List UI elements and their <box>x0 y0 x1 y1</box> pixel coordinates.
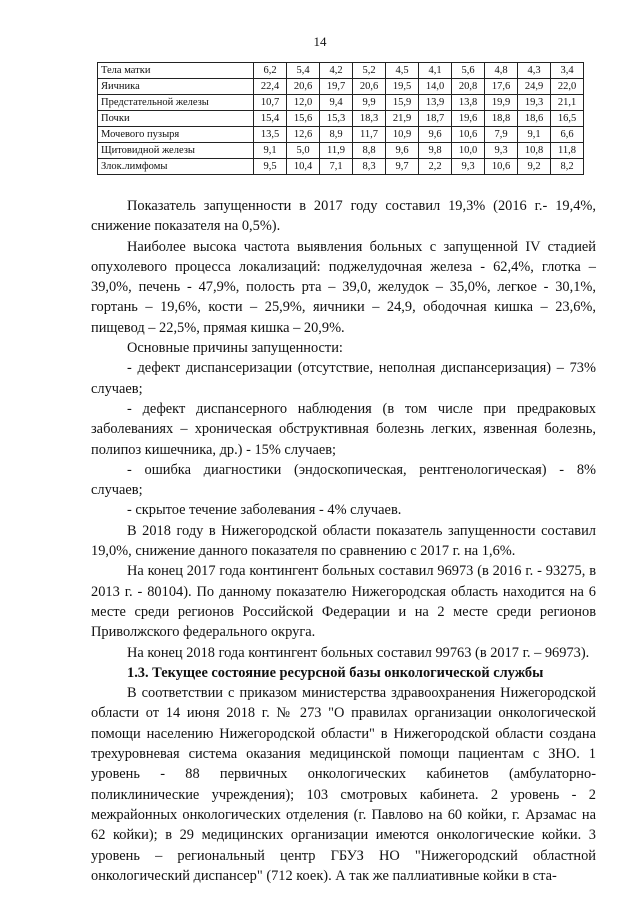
table-row <box>98 127 584 143</box>
table-cell: 24,9 <box>518 79 551 95</box>
table-cell: 18,7 <box>419 111 452 127</box>
paragraph: Основные причины запущенности: <box>127 340 343 357</box>
table-cell: 9,6 <box>386 143 419 159</box>
table-cell: 4,2 <box>320 63 353 79</box>
table-cell: 9,6 <box>419 127 452 143</box>
paragraphs-after-heading <box>91 683 596 886</box>
paragraph: На конец 2017 года контингент больных составил 96973 (в 2016 г. - 93275, в 2013 г. - 80104). По данному показателю Нижегородская область находится на 6 месте среди регионов Российской Федерации и на 2 месте среди регионов Приволжского федерального округа. <box>91 563 596 641</box>
row-label: Мочевого пузыря <box>98 127 254 143</box>
table-cell: 9,4 <box>320 95 353 111</box>
table-cell: 19,6 <box>452 111 485 127</box>
paragraph: - дефект диспансеризации (отсутствие, неполная диспансеризация) – 73% случаев; <box>91 360 596 397</box>
table-cell: 6,6 <box>551 127 584 143</box>
table-cell: 13,9 <box>419 95 452 111</box>
table-cell: 11,9 <box>320 143 353 159</box>
table-cell: 21,1 <box>551 95 584 111</box>
paragraph: - скрытое течение заболевания - 4% случаев. <box>127 502 402 519</box>
table-cell: 10,7 <box>254 95 287 111</box>
table-cell: 10,8 <box>518 143 551 159</box>
table-row <box>98 63 584 79</box>
row-label: Почки <box>98 111 254 127</box>
table-cell: 15,3 <box>320 111 353 127</box>
table-cell: 20,8 <box>452 79 485 95</box>
table-row <box>98 143 584 159</box>
table-cell: 9,3 <box>452 159 485 175</box>
table-cell: 11,8 <box>551 143 584 159</box>
table-cell: 16,5 <box>551 111 584 127</box>
table-cell: 4,1 <box>419 63 452 79</box>
table-cell: 12,0 <box>287 95 320 111</box>
table-cell: 5,2 <box>353 63 386 79</box>
page-number: 14 <box>313 34 327 49</box>
table-cell: 20,6 <box>353 79 386 95</box>
table-cell: 18,6 <box>518 111 551 127</box>
table-cell: 4,3 <box>518 63 551 79</box>
table-cell: 13,5 <box>254 127 287 143</box>
table-cell: 10,0 <box>452 143 485 159</box>
table-cell: 10,6 <box>452 127 485 143</box>
section-heading: 1.3. Текущее состояние ресурсной базы онкологической службы <box>127 664 544 681</box>
table-cell: 9,7 <box>386 159 419 175</box>
table-cell: 19,3 <box>518 95 551 111</box>
paragraph: В 2018 году в Нижегородской области показатель запущенности составил 19,0%, снижение данного показателя по сравнению с 2017 г. на 1,6%. <box>91 522 596 560</box>
table-cell: 8,8 <box>353 143 386 159</box>
table-cell: 12,6 <box>287 127 320 143</box>
table-cell: 5,6 <box>452 63 485 79</box>
paragraph: Наиболее высока частота выявления больных с запущенной IV стадией опухолевого процесса локализаций: поджелудочная железа - 62,4%, глотка – 39,0%, печень - 47,9%, полость рта – 39,0, желудок – 35,0%, легкое - 30,1%, гортань – 19,6%, кости – 25,9%, яичники – 24,9, ободочная кишка – 23,6%, пищевод – 22,5%, прямая кишка – 20,9%. <box>91 238 596 336</box>
table-cell: 20,6 <box>287 79 320 95</box>
row-label: Яичника <box>98 79 254 95</box>
table-cell: 3,4 <box>551 63 584 79</box>
table-cell: 17,6 <box>485 79 518 95</box>
table-cell: 2,2 <box>419 159 452 175</box>
paragraph: В соответствии с приказом министерства здравоохранения Нижегородской области от 14 июня 2018 г. № 273 "О правилах организации онкологической помощи населению Нижегородской области" в Нижегородской области создана трехуровневая система оказания медицинской помощи пациентам с ЗНО. 1 уровень - 88 первичных онкологических кабинетов (амбулаторно-поликлинические учреждения); 103 смотровых кабинета. 2 уровень - 2 межрайонных онкологических отделения (г. Павлово на 60 койки, г. Арзамас на 62 койки); в 29 медицинских организации имеются онкологические койки. 3 уровень – региональный центр ГБУЗ НО "Нижегородский областной онкологический диспансер" (712 коек). А так же паллиативные койки в ста- <box>91 685 596 884</box>
table-row <box>98 79 584 95</box>
table-cell: 5,4 <box>287 63 320 79</box>
document-body <box>91 196 596 886</box>
table-cell: 15,4 <box>254 111 287 127</box>
table-cell: 18,8 <box>485 111 518 127</box>
row-label: Злок.лимфомы <box>98 159 254 175</box>
table-cell: 21,9 <box>386 111 419 127</box>
table-cell: 22,4 <box>254 79 287 95</box>
table-cell: 9,2 <box>518 159 551 175</box>
table-cell: 22,0 <box>551 79 584 95</box>
paragraph: Показатель запущенности в 2017 году составил 19,3% (2016 г.- 19,4%, снижение показателя на 0,5%). <box>91 198 596 235</box>
table-cell: 9,1 <box>518 127 551 143</box>
paragraph: - дефект диспансерного наблюдения (в том числе при предраковых заболеваниях – хроническая обструктивная болезнь легких, язвенная болезнь, полипоз кишечника, др.) - 15% случаев; <box>91 400 596 458</box>
table-cell: 9,9 <box>353 95 386 111</box>
table-cell: 6,2 <box>254 63 287 79</box>
table-cell: 19,9 <box>485 95 518 111</box>
paragraphs-before-heading <box>91 196 596 663</box>
table-row <box>98 95 584 111</box>
table-cell: 7,9 <box>485 127 518 143</box>
table-cell: 14,0 <box>419 79 452 95</box>
table-cell: 4,5 <box>386 63 419 79</box>
table-cell: 15,6 <box>287 111 320 127</box>
table-cell: 8,3 <box>353 159 386 175</box>
table-cell: 9,5 <box>254 159 287 175</box>
statistics-table-body <box>98 63 584 175</box>
table-cell: 8,2 <box>551 159 584 175</box>
row-label: Предстательной железы <box>98 95 254 111</box>
table-cell: 19,7 <box>320 79 353 95</box>
table-cell: 15,9 <box>386 95 419 111</box>
table-cell: 10,6 <box>485 159 518 175</box>
paragraph: На конец 2018 года контингент больных составил 99763 (в 2017 г. – 96973). <box>127 644 590 661</box>
table-cell: 4,8 <box>485 63 518 79</box>
table-cell: 13,8 <box>452 95 485 111</box>
table-row <box>98 159 584 175</box>
table-cell: 10,9 <box>386 127 419 143</box>
table-cell: 7,1 <box>320 159 353 175</box>
table-cell: 10,4 <box>287 159 320 175</box>
statistics-table <box>97 62 584 175</box>
paragraph: - ошибка диагностики (эндоскопическая, рентгенологическая) - 8% случаев; <box>91 461 596 499</box>
table-cell: 9,3 <box>485 143 518 159</box>
table-cell: 19,5 <box>386 79 419 95</box>
table-cell: 11,7 <box>353 127 386 143</box>
table-cell: 18,3 <box>353 111 386 127</box>
table-cell: 5,0 <box>287 143 320 159</box>
table-row <box>98 111 584 127</box>
table-cell: 8,9 <box>320 127 353 143</box>
row-label: Щитовидной железы <box>98 143 254 159</box>
row-label: Тела матки <box>98 63 254 79</box>
table-cell: 9,8 <box>419 143 452 159</box>
table-cell: 9,1 <box>254 143 287 159</box>
